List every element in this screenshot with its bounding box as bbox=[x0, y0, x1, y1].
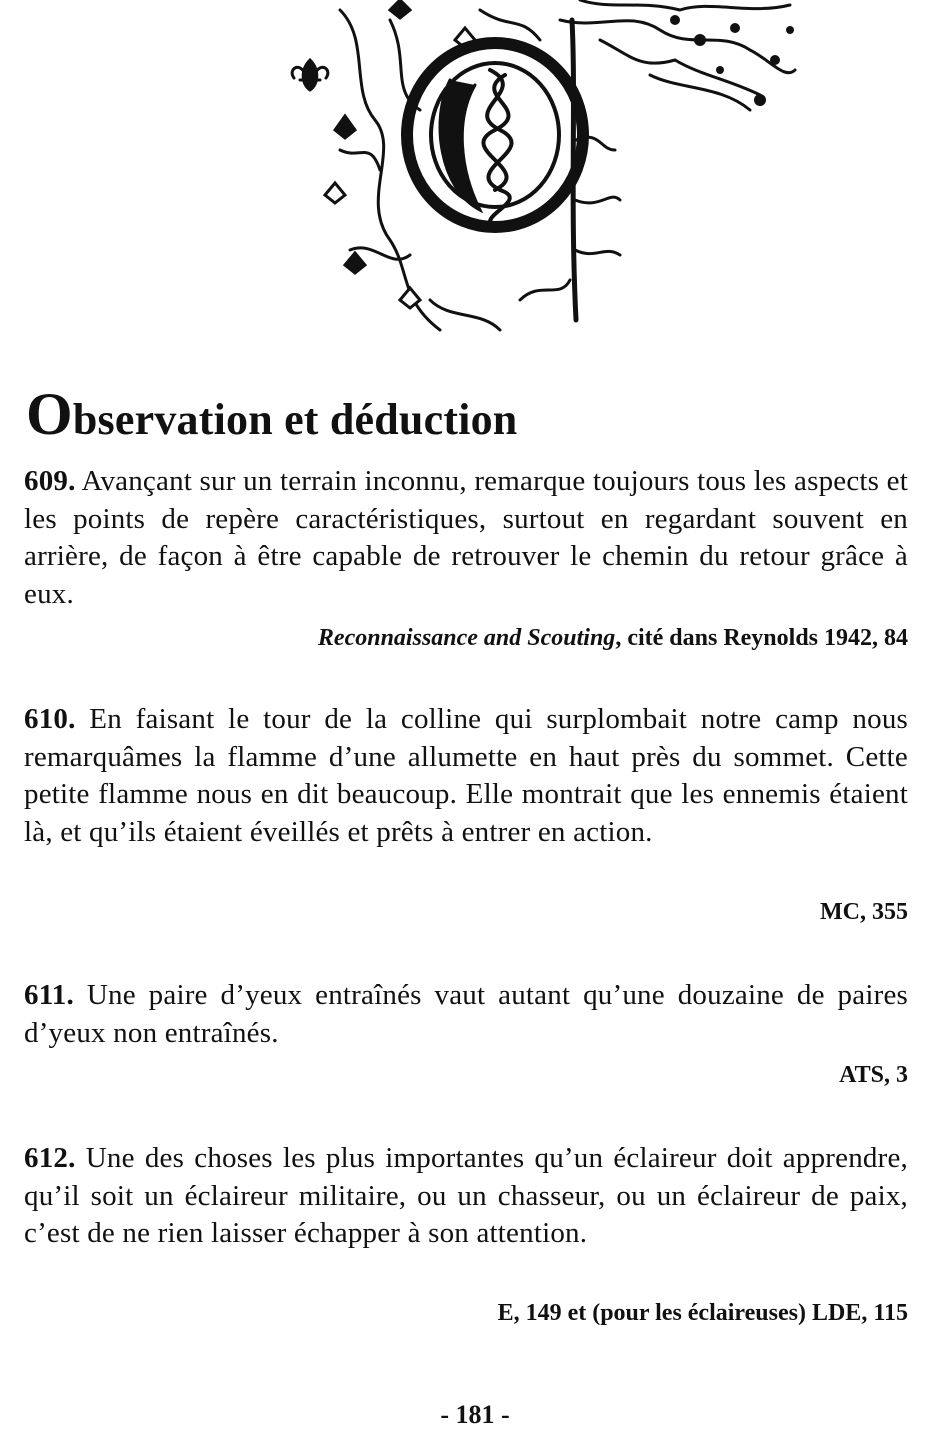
quote-612 bbox=[24, 1140, 908, 1253]
quote-text: Une des choses les plus importantes qu’un éclaireur doit apprendre, qu’il soit un éclaireur militaire, ou un chasseur, ou un éclaireur de paix, c’est de ne rien laisser échapper à son attention. bbox=[24, 1142, 908, 1249]
quote-number: 610. bbox=[24, 703, 76, 735]
quote-source: E, 149 et (pour les éclaireuses) LDE, 115 bbox=[497, 1300, 908, 1326]
section-title-initial: O bbox=[26, 381, 73, 447]
decorative-initial-o-icon bbox=[280, 0, 800, 345]
quote-609 bbox=[24, 463, 908, 613]
quote-610 bbox=[24, 701, 908, 851]
quote-source: ATS, 3 bbox=[839, 1062, 908, 1088]
quote-text: Une paire d’yeux entraînés vaut autant qu’une douzaine de paires d’yeux non entraînés. bbox=[24, 979, 909, 1049]
source-title: Reconnaissance and Scouting bbox=[317, 625, 616, 651]
section-title-rest: bservation et déduction bbox=[72, 395, 518, 444]
page-number: - 181 - bbox=[440, 1400, 510, 1429]
quote-number: 611. bbox=[24, 979, 74, 1011]
source-detail: , cité dans Reynolds 1942, 84 bbox=[615, 625, 908, 651]
quote-text: En faisant le tour de la colline qui surplombait notre camp nous remarquâmes la flamme d’une allumette en haut près du sommet. Cette petite flamme nous en dit beaucoup. Elle montrait que les ennemis étaient là, et qu’ils étaient éveillés et prêts à entrer en action. bbox=[24, 703, 908, 848]
quote-source bbox=[318, 625, 908, 652]
quote-text: Avançant sur un terrain inconnu, remarque toujours tous les aspects et les points de repère caractéristiques, surtout en regardant souvent en arrière, de façon à être capable de retrouver le chemin du retour grâce à eux. bbox=[24, 465, 908, 610]
quote-source: MC, 355 bbox=[820, 899, 908, 925]
section-title bbox=[26, 380, 517, 449]
quote-number: 609. bbox=[24, 465, 76, 497]
quote-number: 612. bbox=[24, 1142, 76, 1174]
quote-611 bbox=[24, 977, 908, 1052]
